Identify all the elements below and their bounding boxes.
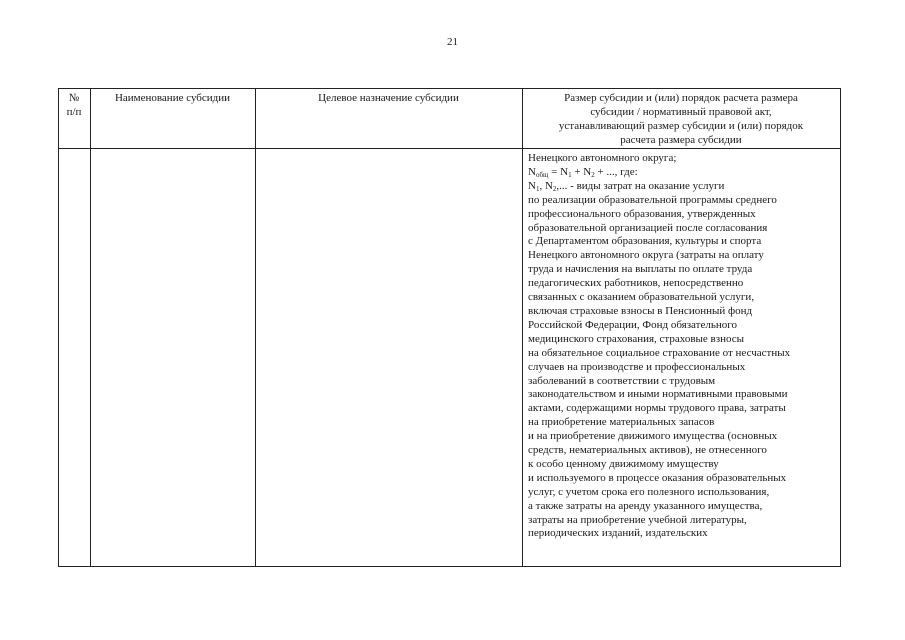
formula-line: $N_{общ} = N_1 + N_2$ + ..., где: xyxy=(528,165,638,179)
column-divider-3 xyxy=(522,88,523,567)
text-line: случаев на производстве и профессиональных xyxy=(528,360,746,373)
text-line: на обязательное социальное страхование от несчастных xyxy=(528,346,791,359)
header-subsidy-purpose: Целевое назначение субсидии xyxy=(318,92,459,104)
text-line: к особо ценному движимому имуществу xyxy=(528,457,719,470)
text-line: Ненецкого автономного округа (затраты на оплату xyxy=(528,249,764,262)
text-line: а также затраты на аренду указанного имущества, xyxy=(528,499,763,512)
table-bottom-border xyxy=(58,566,841,567)
subsidy-table xyxy=(58,88,841,567)
text-line: с Департаментом образования, культуры и спорта xyxy=(528,235,762,248)
header-subsidy-amount: Размер субсидии и (или) порядок расчета размера субсидии / нормативный правовой акт, устанавливающий размер субсидии и (или) порядок расчета размера субсидии xyxy=(558,92,804,146)
column-divider-2 xyxy=(255,88,256,567)
header-number: № п/п xyxy=(66,92,82,118)
text-line: Российской Федерации, Фонд обязательного xyxy=(528,318,737,331)
text-line: труда и начисления на выплаты по оплате труда xyxy=(528,263,753,276)
text-line: периодических изданий, издательских xyxy=(528,527,708,540)
text-line: медицинского страхования, страховые взносы xyxy=(528,332,745,345)
header-bottom-border xyxy=(58,148,841,149)
text-line: профессионального образования, утвержденных xyxy=(528,207,756,220)
text-line: затраты на приобретение учебной литературы, xyxy=(528,513,747,526)
text-line: заболеваний в соответствии с трудовым xyxy=(528,374,716,387)
text-line: и на приобретение движимого имущества (основных xyxy=(528,430,778,443)
text-line: образовательной организацией после согласования xyxy=(528,221,768,234)
text-line: и используемого в процессе оказания образовательных xyxy=(528,471,787,484)
formula-definition-line: $N_1$, $N_2$,... - виды затрат на оказание услуги xyxy=(528,179,725,193)
text-line: законодательством и иными нормативными правовыми xyxy=(528,388,788,401)
text-line: Ненецкого автономного округа; xyxy=(528,152,677,164)
page-number: 21 xyxy=(447,36,458,48)
table-right-border xyxy=(840,88,841,567)
text-line: услуг, с учетом срока его полезного использования, xyxy=(528,485,770,498)
table-top-border xyxy=(58,88,841,89)
text-line: связанных с оказанием образовательной услуги, xyxy=(528,291,755,304)
column-divider-1 xyxy=(90,88,91,567)
text-line: актами, содержащими нормы трудового права, затраты xyxy=(528,402,786,415)
text-line: по реализации образовательной программы среднего xyxy=(528,193,777,206)
text-line: педагогических работников, непосредственно xyxy=(528,277,744,290)
text-line: средств, нематериальных активов), не отнесенного xyxy=(528,444,767,457)
table-left-border xyxy=(58,88,59,567)
header-subsidy-name: Наименование субсидии xyxy=(114,92,231,104)
text-line: на приобретение материальных запасов xyxy=(528,416,715,429)
text-line: включая страховые взносы в Пенсионный фонд xyxy=(528,304,753,317)
